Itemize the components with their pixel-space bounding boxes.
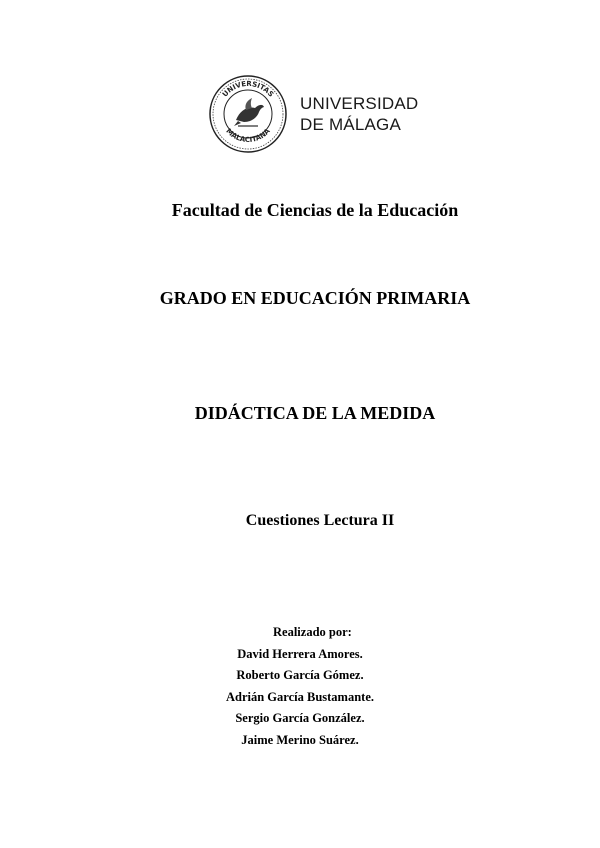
- university-name-line2: DE MÁLAGA: [300, 115, 401, 134]
- assignment-title: Cuestiones Lectura II: [245, 512, 395, 529]
- author-name: Adrián García Bustamante.: [225, 689, 375, 704]
- university-name: [300, 93, 418, 135]
- faculty-title: Facultad de Ciencias de la Educación: [171, 200, 459, 220]
- phoenix-seal-icon: [208, 74, 288, 154]
- university-name-line1: UNIVERSIDAD: [300, 94, 419, 113]
- authors-list: [0, 644, 600, 752]
- author-name: Roberto García Gómez.: [236, 668, 364, 682]
- svg-text:UNIVERSITAS: UNIVERSITAS: [220, 79, 276, 99]
- author-name: Sergio García González.: [235, 711, 365, 725]
- authors-block: [0, 622, 600, 751]
- university-logo: [208, 74, 418, 154]
- subject-title: DIDÁCTICA DE LA MEDIDA: [194, 403, 436, 423]
- degree-title: GRADO EN EDUCACIÓN PRIMARIA: [159, 288, 471, 308]
- author-name: David Herrera Amores.: [237, 646, 363, 661]
- authors-label: Realizado por:: [273, 625, 352, 639]
- svg-text:MALACITANA: MALACITANA: [224, 127, 272, 145]
- author-name: Jaime Merino Suárez.: [241, 732, 359, 747]
